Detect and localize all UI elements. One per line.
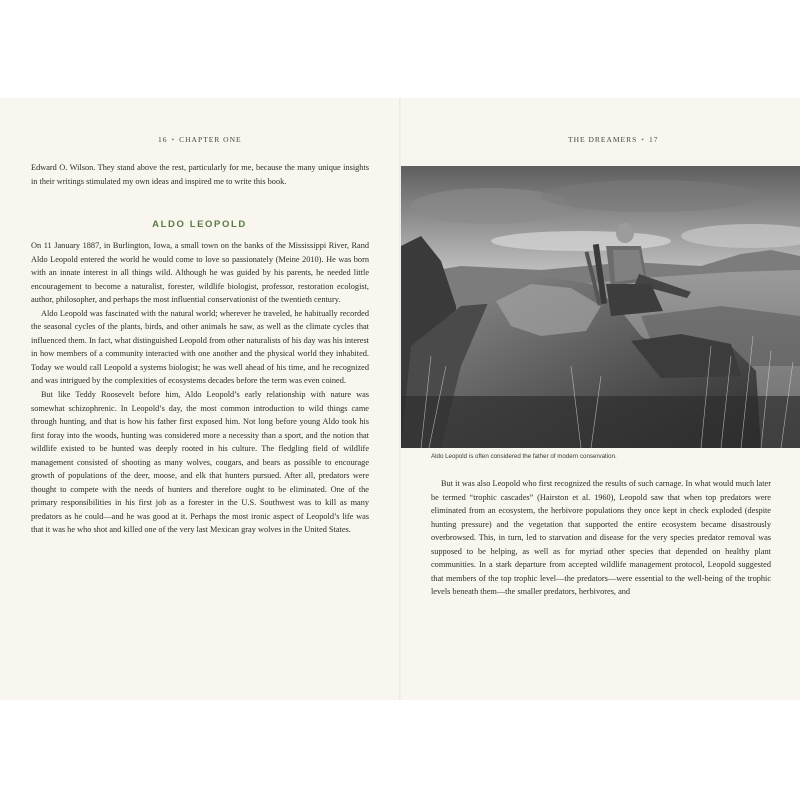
intro-text-block	[31, 161, 369, 188]
intro-paragraph: Edward O. Wilson. They stand above the rest, particularly for me, because the many unique insights in their writings stimulated my own ideas and inspired me to write this book.	[31, 163, 369, 186]
photo-caption: Aldo Leopold is often considered the father of modern conservation.	[431, 453, 617, 460]
body-paragraph: On 11 January 1887, in Burlington, Iowa, a small town on the banks of the Mississippi River, Rand Aldo Leopold entered the world he would come to love so passionately (Meine 2010). He was born with an innate interest in all things wild. Although he was guided by his parents, he needed little encouragement to become a naturalist, forester, wildlife biologist, professor, restoration ecologist, author, philosopher, and perhaps the most influential conservationist of the twentieth century.	[31, 241, 369, 305]
page-gutter	[399, 98, 401, 700]
section-heading: ALDO LEOPOLD	[152, 219, 247, 230]
photo-aldo-leopold-icon	[401, 166, 800, 448]
body-paragraph: But like Teddy Roosevelt before him, Aldo Leopold’s early relationship with nature was somewhat schizophrenic. In Leopold’s day, the most common introduction to wild things came through hunting, and that is how his father first exposed him. Not long before young Aldo took his first foray into the woods, hunting was considered more a necessity than a sport, and the notion that wildlife existed to be hunted was deeply rooted in his culture. The fledgling field of wildlife management consisted of shooting as many wolves, cougars, and bears as possible to encourage growth of populations of the deer, moose, and elk that hunters pursued. After all, predators were thought to compete with the needs of hunters and therefore ought to be eliminated. One of the primary responsibilities in his first job as a forester in the U.S. Southwest was to kill as many predators as he could—and he was good at it. Perhaps the most ironic aspect of Leopold’s life was that it was he who shot and killed one of the very last Mexican gray wolves in the United States.	[31, 390, 369, 535]
right-running-head-bullet: •	[641, 135, 645, 144]
left-chapter-title: CHAPTER ONE	[179, 135, 242, 144]
right-running-head	[568, 135, 658, 144]
left-body-text	[31, 239, 369, 537]
left-running-head-bullet: •	[171, 135, 176, 144]
left-folio: 16	[158, 135, 168, 144]
right-body-text	[431, 477, 771, 599]
right-page	[401, 98, 800, 700]
body-paragraph: But it was also Leopold who first recognized the results of such carnage. In what would much later be termed “trophic cascades” (Hairston et al. 1960), Leopold saw that when top predators were eliminated from an ecosystem, the herbivore populations they once kept in check exploded (despite hunting pressure) and the vegetation that supported the entire ecosystem became disastrously overbrowsed. This, in turn, led to starvation and disease for the very species predator removal was supposed to be helping, as well as for myriad other species that depended on healthy plant communities. In a stark departure from accepted wildlife management protocol, Leopold suggested that members of the top trophic level—the predators—were essential to the well-being of the trophic levels beneath them—the smaller predators, herbivores, and	[431, 479, 771, 597]
body-paragraph: Aldo Leopold was fascinated with the natural world; wherever he traveled, he habitually recorded the seasonal cycles of the plants, birds, and other animals he saw, as well as the climate cycles that influenced them. In fact, what distinguished Leopold from other naturalists of his day was his interest in how members of a community interacted with one another and the physical world they inhabited. Today we would call Leopold a systems biologist; he was well ahead of his time, and he recognized and was intrigued by the complexities of ecosystems decades before the term was even coined.	[31, 308, 369, 386]
left-running-head	[158, 135, 242, 144]
right-book-title: THE DREAMERS	[568, 135, 638, 144]
right-folio: 17	[648, 135, 659, 144]
left-page	[0, 98, 399, 700]
